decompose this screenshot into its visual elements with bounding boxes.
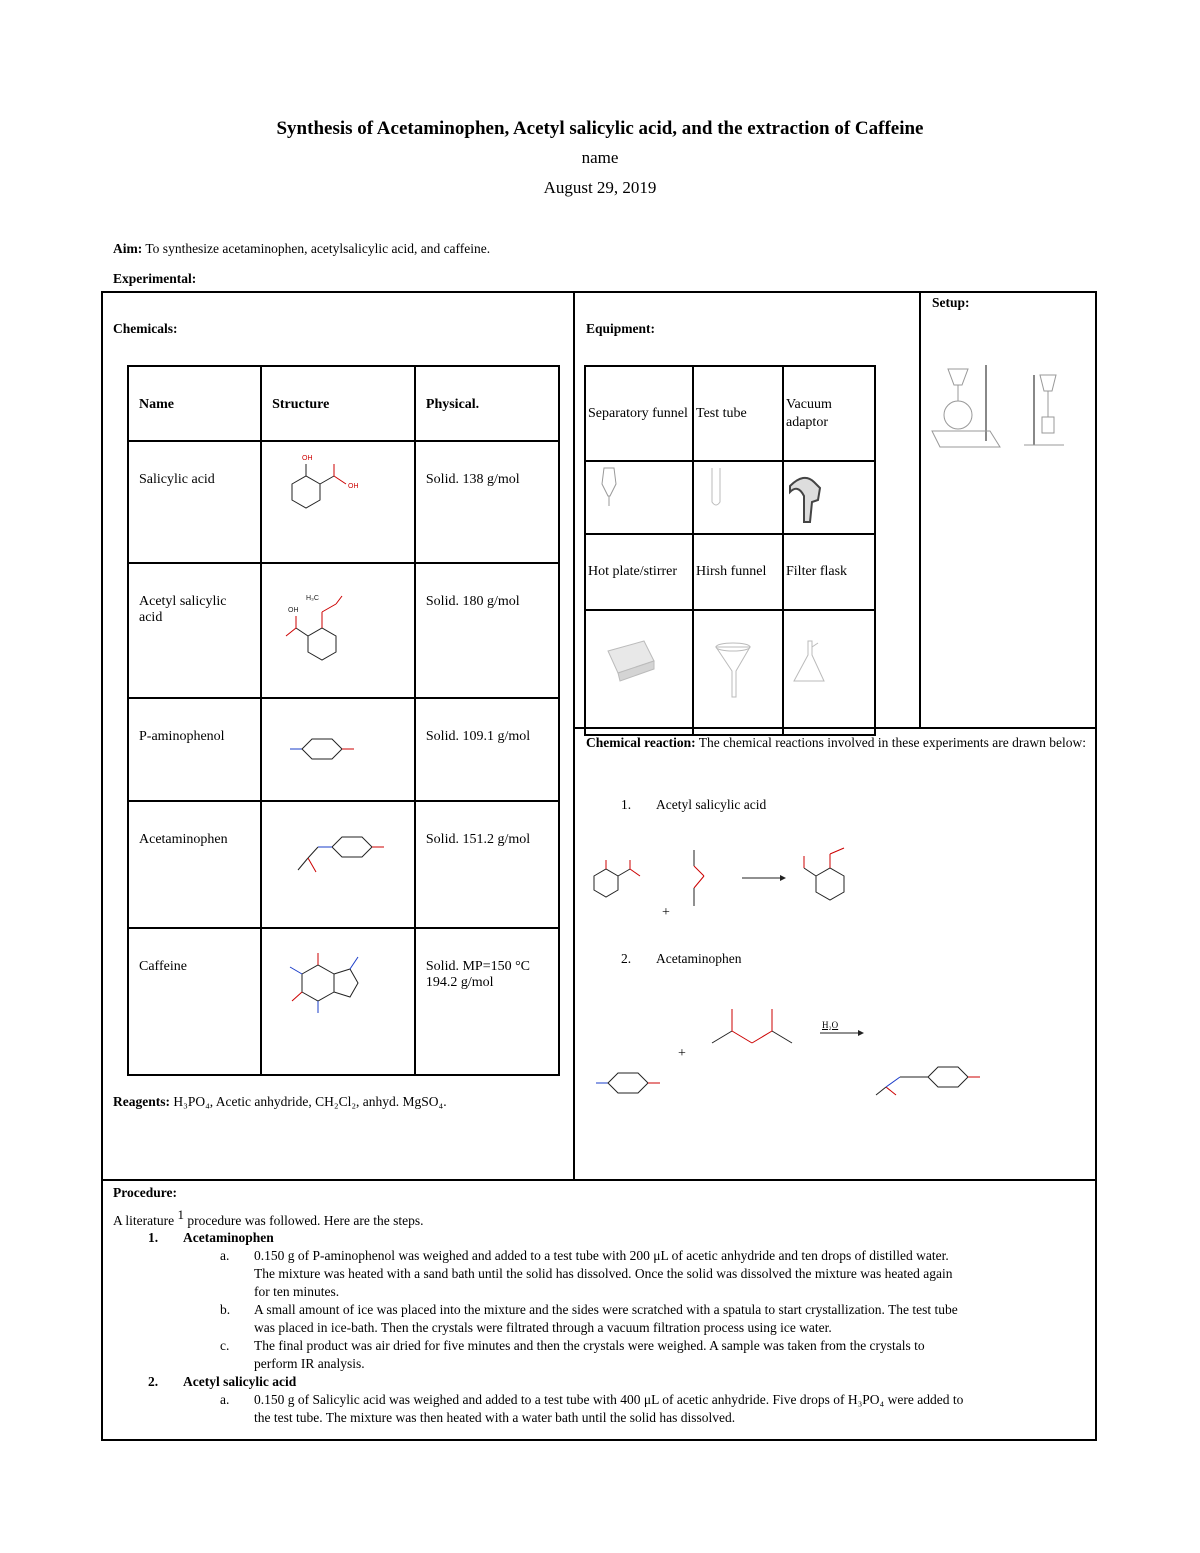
chemical-name: Acetaminophen bbox=[139, 832, 228, 847]
document-date: August 29, 2019 bbox=[543, 178, 657, 197]
vacuum-adaptor-icon bbox=[784, 462, 872, 528]
step-1a-line-2: The mixture was heated with a sand bath until the solid has dissolved. Once the solid was dissolved the mixture was heated again bbox=[254, 1266, 953, 1281]
table-row bbox=[128, 928, 559, 1075]
chemical-name: Salicylic acid bbox=[139, 472, 215, 487]
reagents-line bbox=[113, 1094, 447, 1110]
p-aminophenol-structure-icon bbox=[262, 699, 412, 795]
chemical-physical: Solid. 109.1 g/mol bbox=[425, 729, 531, 744]
reaction-description bbox=[586, 734, 1086, 752]
reaction-1-name: Acetyl salicylic acid bbox=[656, 797, 767, 812]
reaction-2-scheme bbox=[584, 995, 1004, 1120]
reaction-2-name: Acetaminophen bbox=[656, 951, 742, 966]
equipment-vacuum-adaptor: Vacuum adaptor bbox=[786, 396, 832, 430]
equipment-hot-plate: Hot plate/stirrer bbox=[588, 564, 678, 579]
procedure-divider bbox=[102, 1179, 1096, 1181]
chemical-physical-mp: Solid. MP=150 °C bbox=[425, 959, 531, 974]
step-1c-letter: c. bbox=[220, 1338, 230, 1353]
procedure-intro-b: procedure was followed. Here are the steps. bbox=[183, 1213, 424, 1228]
chemical-physical: Solid. 138 g/mol bbox=[425, 472, 520, 487]
oh-label-2: OH bbox=[348, 483, 359, 490]
section-2-num: 2. bbox=[148, 1374, 159, 1389]
ch3-label: H₃C bbox=[306, 595, 320, 602]
oh-label: OH bbox=[288, 607, 299, 614]
table-row bbox=[128, 441, 559, 563]
chemicals-label: Chemicals: bbox=[113, 321, 178, 336]
reaction-2-arrow-label: H₂O bbox=[822, 1020, 839, 1030]
chemicals-table bbox=[127, 365, 560, 1076]
step-2a-letter: a. bbox=[220, 1392, 230, 1407]
experimental-label: Experimental: bbox=[113, 271, 197, 286]
aim-line bbox=[113, 241, 490, 257]
table-row bbox=[128, 563, 559, 698]
test-tube-icon bbox=[694, 462, 780, 528]
reagents-label: Reagents: bbox=[113, 1094, 170, 1109]
equipment-label: Equipment: bbox=[586, 321, 656, 336]
reaction-1-scheme bbox=[584, 836, 884, 928]
chemical-name: P-aminophenol bbox=[139, 729, 225, 744]
equipment-filter-flask: Filter flask bbox=[786, 564, 848, 579]
step-1a-line-1: 0.150 g of P-aminophenol was weighed and added to a test tube with 200 μL of acetic anhydride and ten drops of distilled water. bbox=[254, 1248, 949, 1263]
document-title: Synthesis of Acetaminophen, Acetyl salicylic acid, and the extraction of Caffeine bbox=[276, 118, 924, 139]
step-2a-line-1: 0.150 g of Salicylic acid was weighed and added to a test tube with 400 μL of acetic anhydride. Five drops of H₃PO₄ were added to bbox=[254, 1392, 964, 1407]
reaction-2-plus: + bbox=[678, 1046, 686, 1061]
step-1c-line-2: perform IR analysis. bbox=[254, 1356, 365, 1371]
section-1-num: 1. bbox=[148, 1230, 159, 1245]
hirsh-funnel-icon bbox=[694, 611, 780, 729]
equipment-table bbox=[584, 365, 876, 736]
procedure-intro-sup: 1 bbox=[177, 1207, 184, 1222]
step-1b-line-1: A small amount of ice was placed into the mixture and the sides were scratched with a spatula to start crystallization. The test tube bbox=[254, 1302, 958, 1317]
reaction-2-num: 2. bbox=[621, 951, 632, 966]
setup-label: Setup: bbox=[932, 295, 970, 310]
filter-flask-icon bbox=[784, 611, 872, 729]
equipment-test-tube: Test tube bbox=[696, 405, 747, 421]
section-1-title: Acetaminophen bbox=[183, 1230, 274, 1245]
oh-label-1: OH bbox=[302, 455, 313, 462]
reaction-1-plus: + bbox=[662, 905, 670, 920]
procedure-intro bbox=[113, 1206, 424, 1230]
chemical-physical-mass: 194.2 g/mol bbox=[425, 975, 494, 990]
step-1a-line-3: for ten minutes. bbox=[254, 1284, 340, 1299]
hot-plate-icon bbox=[586, 611, 690, 729]
step-1c-line-1: The final product was air dried for five minutes and then the crystals were weighed. A sample was taken from the crystals to bbox=[254, 1338, 925, 1353]
aim-label: Aim: bbox=[113, 241, 143, 256]
setup-divider bbox=[919, 292, 921, 728]
setup-apparatus-icon bbox=[928, 355, 1078, 455]
chemical-physical: Solid. 151.2 g/mol bbox=[425, 832, 531, 847]
chemical-name: Acetyl salicylic acid bbox=[139, 594, 227, 625]
table-row bbox=[128, 698, 559, 801]
step-1b-letter: b. bbox=[220, 1302, 231, 1317]
equipment-separatory-funnel: Separatory funnel bbox=[588, 405, 688, 421]
step-1a-letter: a. bbox=[220, 1248, 230, 1263]
reaction-1-num: 1. bbox=[621, 797, 632, 812]
reagents-text: H₃PO₄, Acetic anhydride, CH₂Cl₂, anhyd. MgSO₄. bbox=[170, 1094, 447, 1109]
header-name: Name bbox=[139, 397, 174, 412]
step-2a-line-2: the test tube. The mixture was then heated with a water bath until the solid has dissolved. bbox=[254, 1410, 736, 1425]
chemical-physical bbox=[416, 929, 558, 991]
salicylic-acid-structure-icon bbox=[262, 442, 412, 557]
procedure-intro-a: A literature bbox=[113, 1213, 178, 1228]
step-1b-line-2: was placed in ice-bath. Then the crystals were filtrated through a vacuum filtration process using ice water. bbox=[254, 1320, 832, 1335]
chemical-physical: Solid. 180 g/mol bbox=[425, 594, 520, 609]
chemical-name: Caffeine bbox=[139, 959, 187, 974]
separatory-funnel-icon bbox=[586, 462, 690, 528]
equipment-hirsh-funnel: Hirsh funnel bbox=[696, 564, 767, 579]
reaction-label: Chemical reaction: bbox=[586, 735, 696, 750]
header-structure: Structure bbox=[272, 397, 330, 412]
caffeine-structure-icon bbox=[262, 929, 412, 1069]
author-name: name bbox=[581, 148, 619, 167]
procedure-label: Procedure: bbox=[113, 1185, 177, 1200]
reaction-text: The chemical reactions involved in these experiments are drawn below: bbox=[695, 735, 1086, 750]
table-row bbox=[128, 801, 559, 928]
acetaminophen-structure-icon bbox=[262, 802, 412, 922]
header-physical: Physical. bbox=[425, 397, 480, 412]
section-2-title: Acetyl salicylic acid bbox=[183, 1374, 297, 1389]
column-divider bbox=[573, 292, 575, 1180]
aim-text: To synthesize acetaminophen, acetylsalicylic acid, and caffeine. bbox=[142, 241, 491, 256]
acetylsalicylic-acid-structure-icon bbox=[262, 564, 412, 692]
